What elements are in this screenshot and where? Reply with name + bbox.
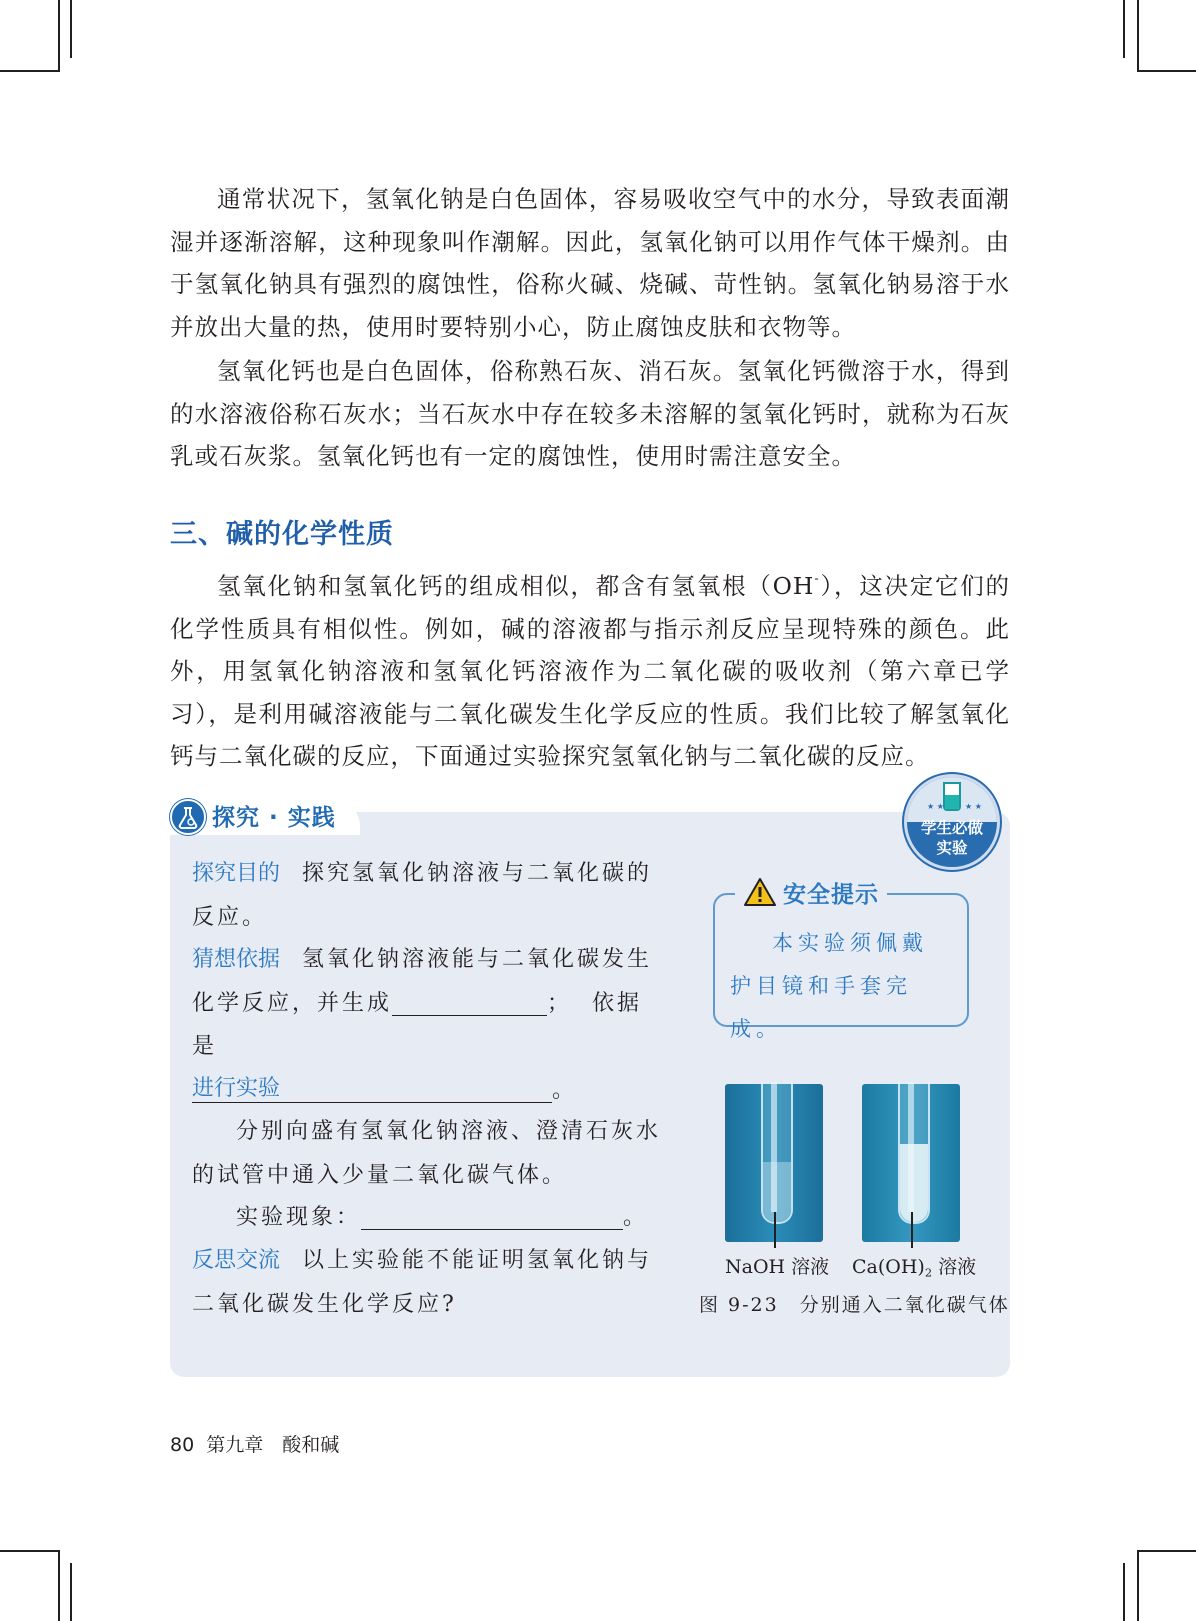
test-tube [898, 1082, 930, 1224]
svg-text:★ ★: ★ ★ [965, 802, 982, 811]
beaker-icon [907, 777, 997, 822]
crop-mark-bottom-left-v [70, 1563, 72, 1621]
section-title: 三、碱的化学性质 [170, 519, 394, 550]
safety-tip-header [735, 872, 887, 912]
paragraph-calcium-hydroxide: 氢氧化钙也是白色固体，俗称熟石灰、消石灰。氢氧化钙微溶于水，得到的水溶液俗称石灰水；当石灰水中存在较多未溶解的氢氧化钙时，就称为石灰乳或石灰浆。氢氧化钙也有一定的腐蚀性，使用时需注意安全。 [170, 357, 1010, 470]
answer-blank-phenomenon[interactable] [361, 1203, 623, 1230]
inquiry-purpose: 探究目的 探究氢氧化钠溶液与二氧化碳的反应。 [192, 861, 653, 930]
crop-mark-bottom-right-v2 [1137, 1550, 1139, 1621]
inquiry-basis: 猜想依据 氢氧化钠溶液能与二氧化碳发生化学反应，并生成 ； 依据是 。 [192, 947, 653, 1103]
badge-label: 学生必做 实验 [920, 819, 983, 857]
test-tube [761, 1082, 793, 1224]
answer-blank-product[interactable] [392, 989, 547, 1016]
crop-mark-top-left-v [70, 0, 72, 58]
hydroxide-ion: OH- [772, 571, 820, 600]
flask-icon [170, 799, 206, 835]
naoh-tube-label: NaOH 溶液 [725, 1256, 830, 1278]
required-experiment-badge [904, 774, 1000, 870]
crop-mark-top-right-v [1123, 0, 1125, 58]
warning-icon [743, 877, 777, 907]
svg-text:★ ★: ★ ★ [927, 802, 944, 811]
inquiry-conduct-text: 分别向盛有氢氧化钠溶液、澄清石灰水的试管中通入少量二氧化碳气体。 [192, 1119, 662, 1188]
inquiry-conduct-heading: 进行实验 [192, 1076, 281, 1101]
label-leader-line [911, 1212, 913, 1248]
safety-tip-text: 本实验须佩戴护目镜和手套完成。 [730, 931, 928, 1041]
inquiry-tab-label: 探究 · 实践 [212, 805, 336, 831]
paragraph-base-properties: 氢氧化钠和氢氧化钙的组成相似，都含有氢氧根（OH-），这决定它们的化学性质具有相似性。例如，碱的溶液都与指示剂反应呈现特殊的颜色。此外，用氢氧化钠溶液和氢氧化钙溶液作为二氧化碳的吸收剂（第六章已学习），是利用碱溶液能与二氧化碳发生化学反应的性质。我们比较了解氢氧化钙与二氧化碳的反应，下面通过实验探究氢氧化钠与二氧化碳的反应。 [170, 571, 1011, 770]
crop-mark-bottom-left-v2 [58, 1550, 60, 1621]
crop-mark-top-right-v2 [1137, 0, 1139, 72]
inquiry-reflect: 反思交流 以上实验能不能证明氢氧化钠与二氧化碳发生化学反应? [192, 1248, 653, 1317]
inquiry-phenomenon: 实验现象： 。 [236, 1205, 649, 1230]
chapter-title: 第九章 酸和碱 [206, 1434, 340, 1456]
caoh2-tube-label: $Ca(OH)_2$ 溶液 [852, 1256, 977, 1280]
crop-mark-bottom-right-v [1123, 1563, 1125, 1621]
purpose-heading: 探究目的 [192, 861, 281, 886]
label-leader-line [774, 1212, 776, 1248]
reflect-heading: 反思交流 [192, 1248, 281, 1273]
page-number: 80 [170, 1434, 195, 1456]
figure-caption: 图 9-23 分别通入二氧化碳气体 [699, 1294, 1010, 1316]
crop-mark-top-left-h [0, 70, 58, 72]
page-footer [170, 1430, 339, 1457]
paragraph-sodium-hydroxide: 通常状况下，氢氧化钠是白色固体，容易吸收空气中的水分，导致表面潮湿并逐渐溶解，这种现象叫作潮解。因此，氢氧化钠可以用作气体干燥剂。由于氢氧化钠具有强烈的腐蚀性，俗称火碱、烧碱、苛性钠。氢氧化钠易溶于水并放出大量的热，使用时要特别小心，防止腐蚀皮肤和衣物等。 [170, 185, 1010, 341]
crop-mark-top-right-h [1138, 70, 1196, 72]
basis-heading: 猜想依据 [192, 947, 281, 972]
crop-mark-bottom-right-h [1138, 1550, 1196, 1552]
crop-mark-bottom-left-h [0, 1550, 58, 1552]
safety-tip-title: 安全提示 [783, 881, 879, 908]
crop-mark-top-left-v2 [58, 0, 60, 72]
